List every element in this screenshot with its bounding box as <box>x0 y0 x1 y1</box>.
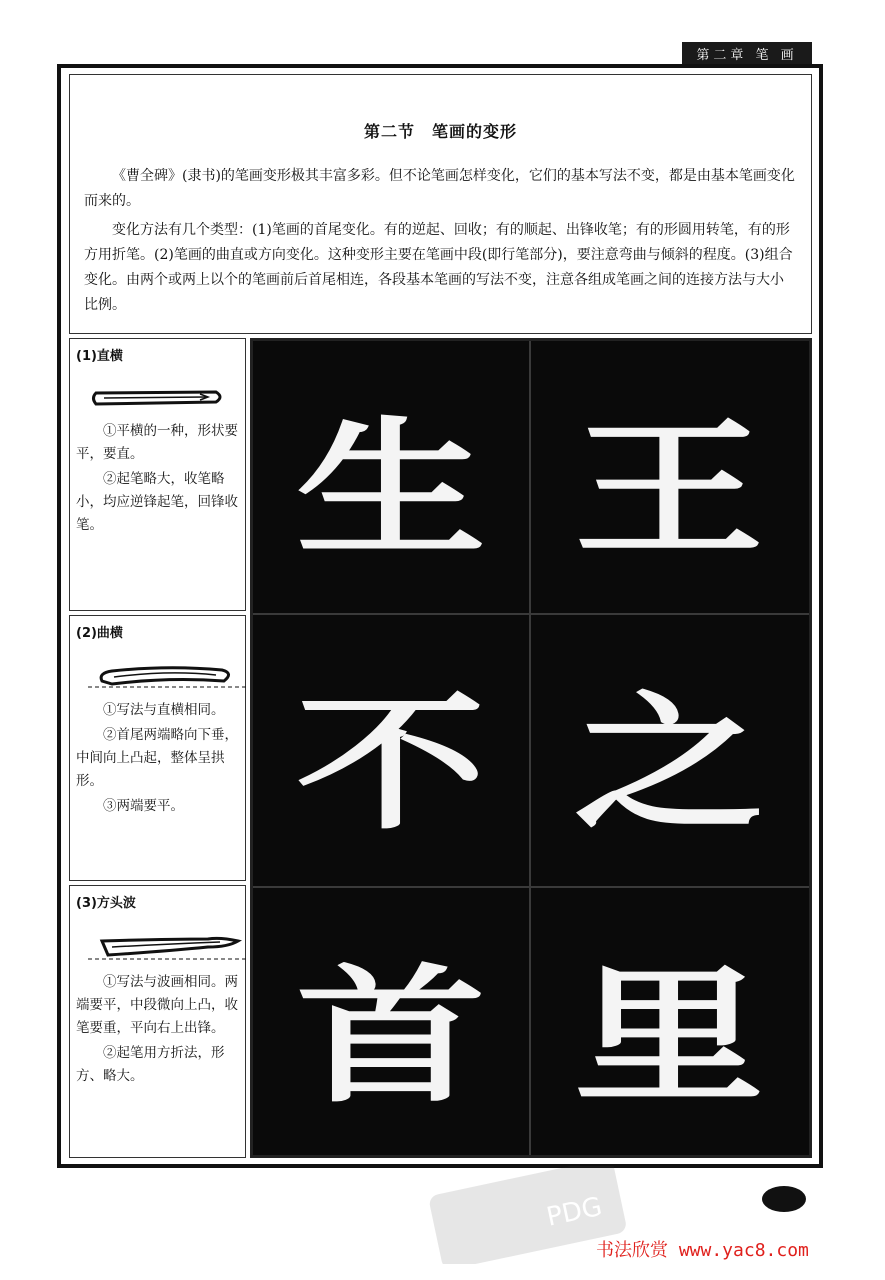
rubbing-character: 王 <box>573 401 764 576</box>
rubbing-character: 生 <box>295 401 486 576</box>
item-title: (1)直横 <box>76 349 123 364</box>
item-note: ①平横的一种，形状要平，要直。 <box>76 423 238 462</box>
stroke-explanations <box>69 338 246 1158</box>
rubbing-character: 里 <box>573 948 764 1123</box>
item-square-head-wave <box>69 885 246 1158</box>
straight-stroke-diagram <box>88 384 228 412</box>
item-title: (3)方头波 <box>76 896 136 911</box>
item-note: ③两端要平。 <box>103 798 184 814</box>
rubbing-character: 不 <box>295 675 486 850</box>
curved-stroke-diagram <box>88 661 248 691</box>
rubbing-character: 之 <box>573 675 764 850</box>
section-title: 第二节 笔画的变形 <box>363 122 517 141</box>
page-number-oval <box>762 1186 806 1212</box>
item-note: ①写法与直横相同。 <box>103 702 225 718</box>
square-head-wave-diagram <box>88 931 248 963</box>
item-note: ①写法与波画相同。两端要平，中段微向上凸，收笔要重，平向右上出锋。 <box>76 974 238 1036</box>
intro-paragraph: 变化方法有几个类型：(1)笔画的首尾变化。有的逆起、回收；有的顺起、出锋收笔；有的形圆用转笔，有的形方用折笔。(2)笔画的曲直或方向变化。这种变形主要在笔画中段(即行笔部分)，要注意弯曲与倾斜的程度。(3)组合变化。由两个或两上以个的笔画前后首尾相连，各段基本笔画的写法不变，注意各组成笔画之间的连接方法与大小比例。 <box>84 222 793 313</box>
watermark-text: PDG <box>543 1191 605 1233</box>
item-note: ②起笔略大，收笔略小，均应逆锋起笔，回锋收笔。 <box>76 471 238 533</box>
item-note: ②首尾两端略向下垂，中间向上凸起，整体呈拱形。 <box>76 727 238 789</box>
grid-line <box>253 886 809 888</box>
intro-paragraph: 《曹全碑》(隶书)的笔画变形极其丰富多彩。但不论笔画怎样变化，它们的基本写法不变，都是由基本笔画变化而来的。 <box>84 168 795 209</box>
rubbing-character: 首 <box>295 948 486 1123</box>
calligraphy-rubbing <box>250 338 812 1158</box>
item-straight-horizontal <box>69 338 246 611</box>
site-credit: 书法欣赏 www.yac8.com <box>596 1240 809 1261</box>
chapter-tab: 第二章 笔 画 <box>682 42 812 64</box>
intro-box <box>69 74 812 334</box>
item-curved-horizontal <box>69 615 246 881</box>
grid-line <box>253 613 809 615</box>
item-title: (2)曲横 <box>76 626 123 641</box>
item-note: ②起笔用方折法，形方、略大。 <box>76 1045 225 1084</box>
